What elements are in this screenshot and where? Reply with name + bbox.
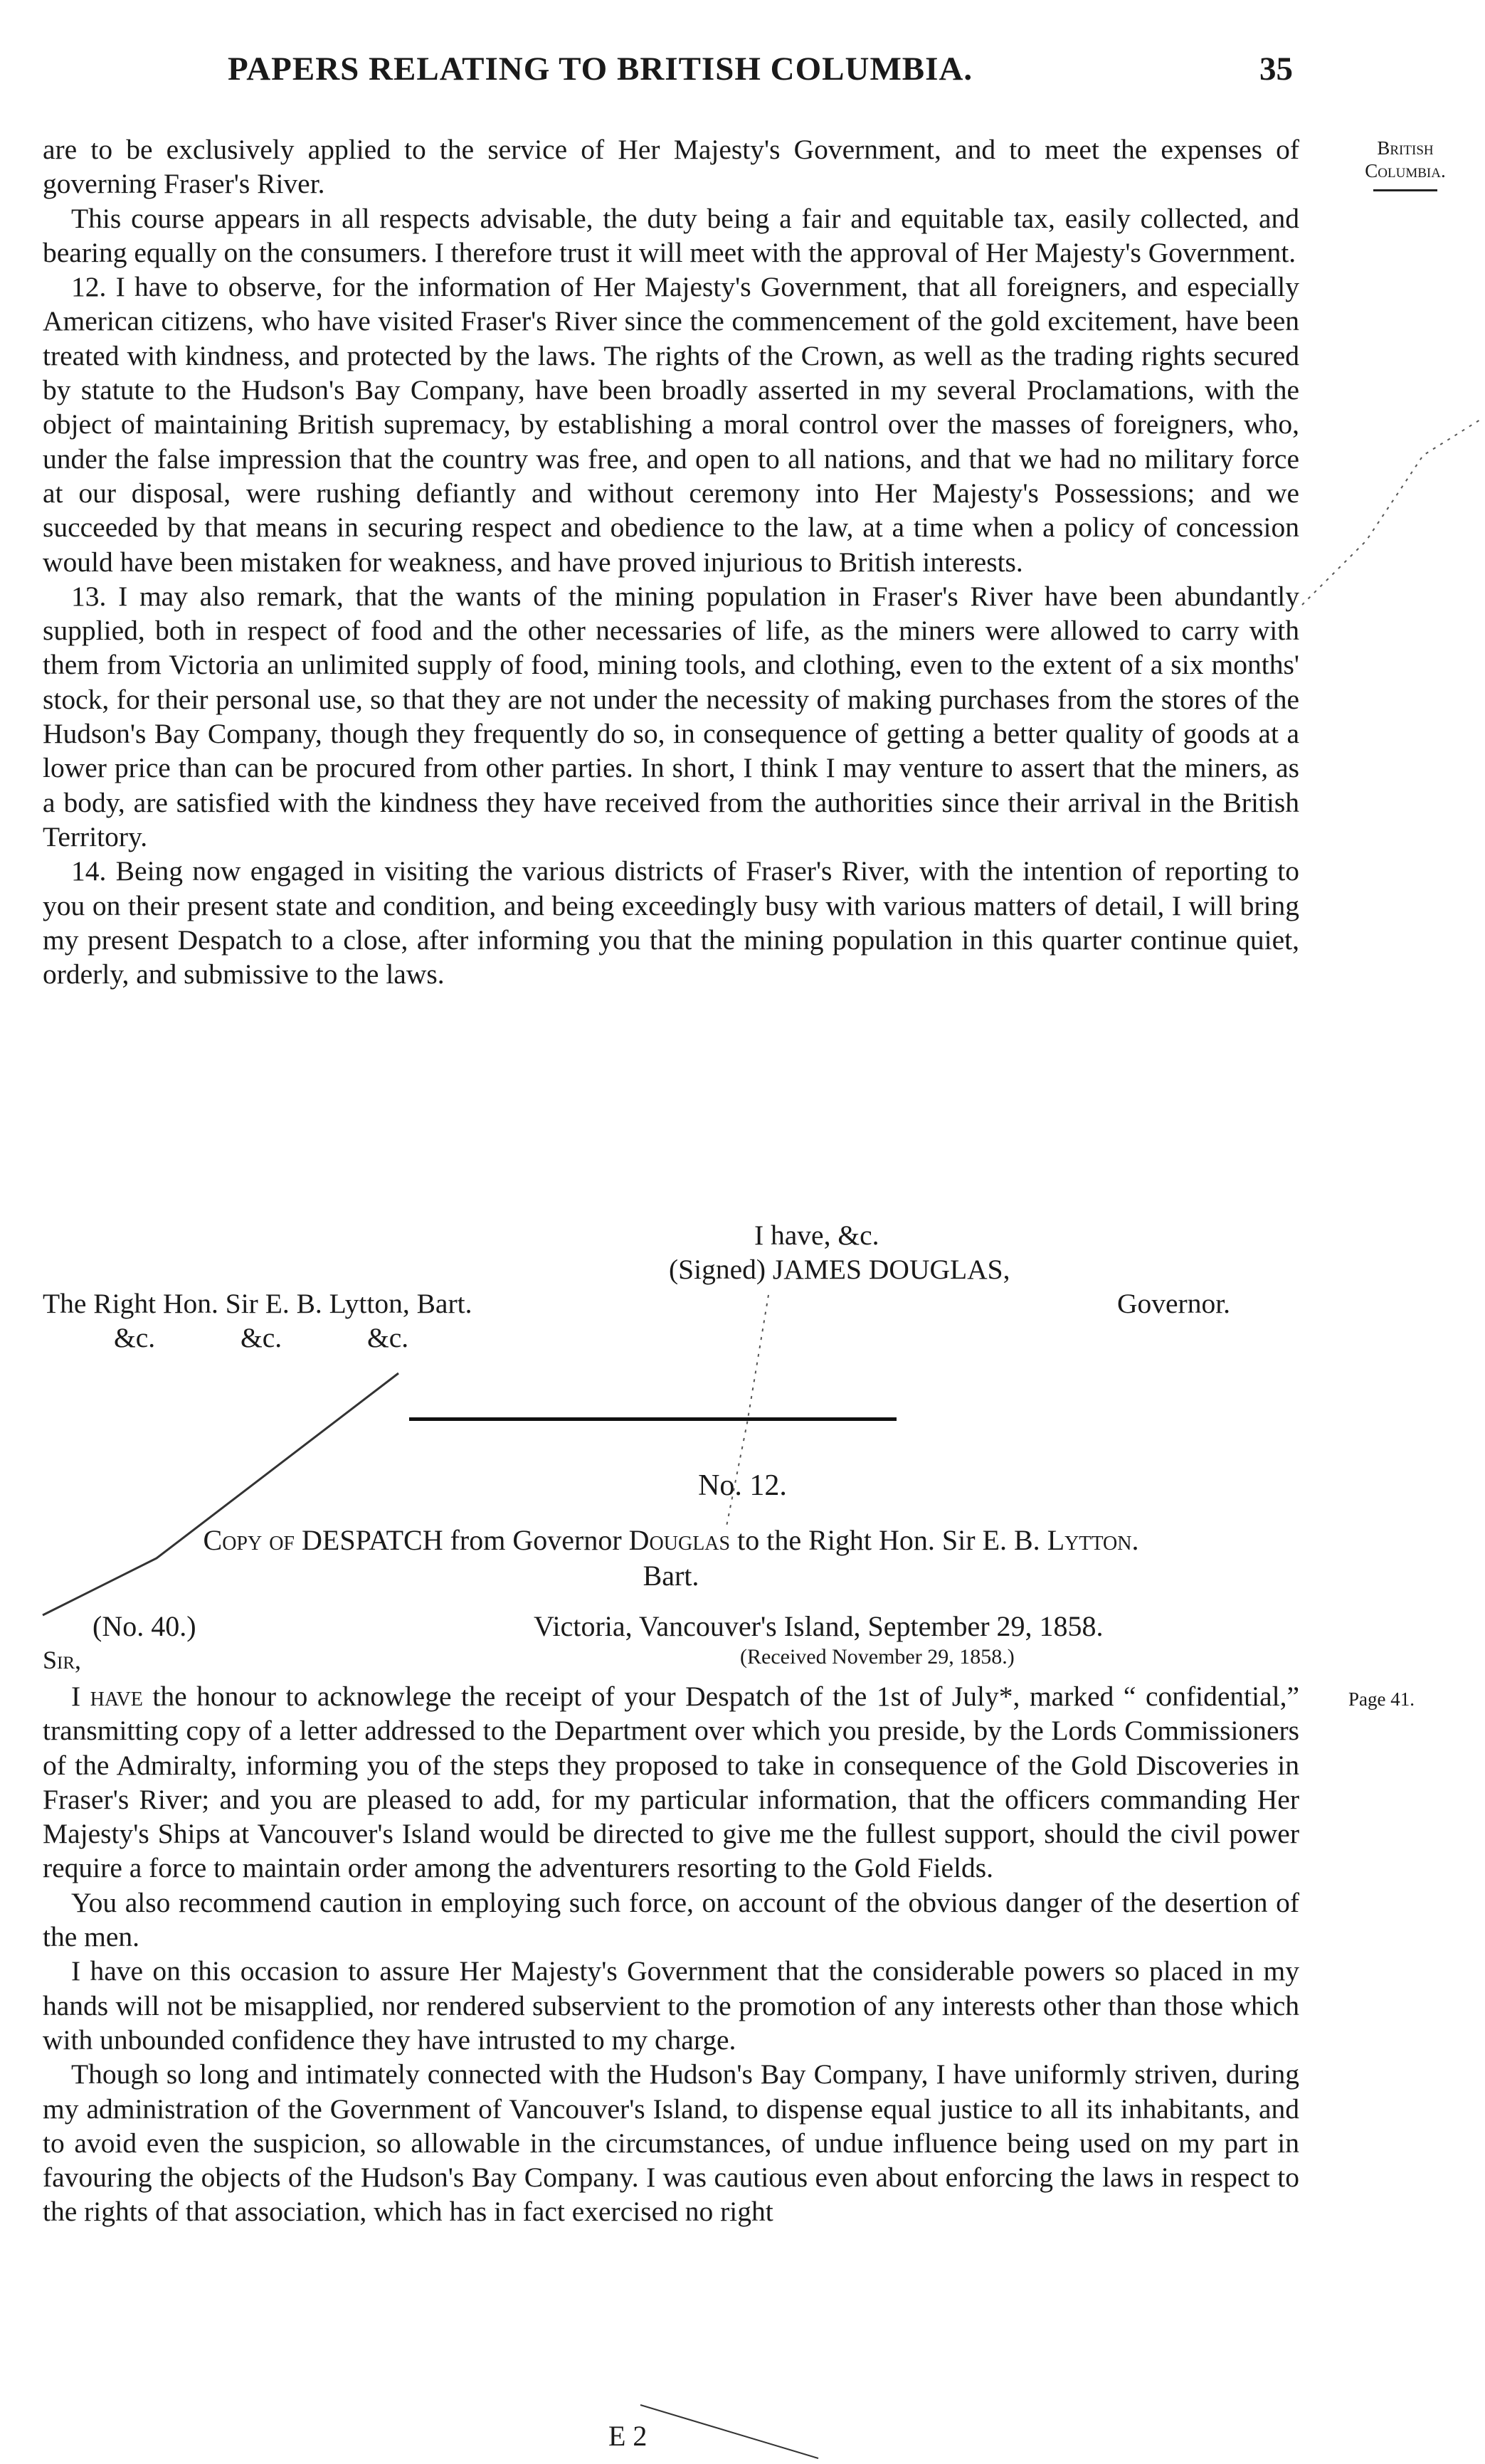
paragraph-12: 12. I have to observe, for the information of Her Majesty's Government, that all foreigners, and especially American citizens, who have visited Fraser's River since the commencement of the gold excitement, have been treated with kindness, and protected by the laws. The rights of the Crown, as well as the trading rights secured by statute to the Hudson's Bay Company, have been broadly asserted in my several Proclamations, with the object of maintaining British supremacy, by establishing a moral control over the masses of foreigners, who, under the false impression that the country was free, and open to all nations, and that we had no military force at our disposal, were rushing defiantly and without ceremony into Her Majesty's Possessions; and we succeeded by that means in securing respect and obedience to the law, at a time when a policy of concession would have been mistaken for weakness, and have proved injurious to British interests. — [43, 271, 1299, 578]
catchword: E 2 — [608, 2420, 648, 2452]
section-divider — [409, 1417, 897, 1421]
margin-note-rule — [1373, 189, 1437, 191]
despatch-number: No. 12. — [698, 1469, 787, 1502]
title-line2: Bart. — [643, 1560, 699, 1592]
title-prefix: Copy of — [203, 1524, 295, 1556]
title-name2: Lytton. — [1047, 1524, 1139, 1556]
signed-line: (Signed) JAMES DOUGLAS, — [669, 1254, 1010, 1285]
paragraph: This course appears in all respects advisable, the duty being a fair and equitable tax, easily collected, and bearing equally on the consumers. I therefore trust it will meet with the approval of Her Majesty's Government. — [43, 202, 1299, 268]
body-text-part1 — [43, 132, 1299, 991]
margin-note-page-ref: Page 41. — [1348, 1688, 1415, 1710]
body-text-part2 — [43, 1679, 1299, 2229]
despatch-title — [43, 1523, 1299, 1594]
paragraph — [43, 1679, 1299, 1886]
dateline: Victoria, Vancouver's Island, September 29, 1858. — [534, 1610, 1104, 1642]
paragraph-lead: I have — [71, 1681, 143, 1712]
received-date: (Received November 29, 1858.) — [740, 1645, 1015, 1669]
paragraph-13: 13. I may also remark, that the wants of the mining population in Fraser's River have been abundantly supplied, both in respect of food and the other necessaries of life, as the miners were allowed to carry with them from Victoria an unlimited supply of food, mining tools, and clothing, even to the extent of a six months' stock, for their personal use, so that they are not under the necessity of making purchases from the stores of the Hudson's Bay Company, though they frequently do so, in consequence of getting a better quality of goods at a lower price than can be procured from other parties. In short, I think I may venture to assert that the miners, as a body, are satisfied with the kindness they have received from the authorities since their arrival in the British Territory. — [43, 580, 1299, 852]
page-header — [0, 50, 1485, 107]
paragraph: are to be exclusively applied to the service of Her Majesty's Government, and to meet the expenses of governing Fraser's River. — [43, 134, 1299, 200]
paragraph-14: 14. Being now engaged in visiting the various districts of Fraser's River, with the intention of reporting to you on their present state and condition, and being exceedingly busy with various matters of detail, I will bring my present Despatch to a close, after informing you that the mining population in this quarter continue quiet, orderly, and submissive to the laws. — [43, 855, 1299, 990]
title-main: DESPATCH from Governor — [302, 1524, 622, 1556]
etc-line: &c. &c. &c. — [114, 1322, 409, 1353]
pen-stroke — [1302, 420, 1480, 605]
title-rest: to the Right Hon. Sir E. B. — [737, 1524, 1040, 1556]
pen-stroke — [640, 2405, 818, 2458]
paragraph: You also recommend caution in employing such force, on account of the obvious danger of the desertion of the men. — [43, 1886, 1299, 1953]
margin-note-line: British — [1377, 137, 1434, 159]
salutation: Sir, — [43, 1646, 82, 1674]
title-name: Douglas — [628, 1524, 731, 1556]
signatory-title: Governor. — [1117, 1288, 1231, 1319]
margin-note-british-columbia — [1338, 137, 1473, 191]
page-number: 35 — [1259, 51, 1293, 88]
paragraph: Though so long and intimately connected with the Hudson's Bay Company, I have uniformly striven, during my administration of the Government of Vancouver's Island, to dispense equal justice to all its inhabitants, and to avoid even the suspicion, so allowable in the circumstances, of undue influence being used on my part in favouring the objects of the Hudson's Bay Company. I was cautious even about enforcing the laws in respect to the rights of that association, which has in fact exercised no right — [43, 2058, 1299, 2228]
paragraph-text: the honour to acknowlege the receipt of your Despatch of the 1st of July*, marked “ confidential,” transmitting copy of a letter addressed to the Department over which you preside, by the Lords Commissioners of the Admiralty, informing you of the steps they proposed to take in consequence of the Gold Discoveries in Fraser's River; and you are pleased to add, for my particular information, that the officers commanding Her Majesty's Ships at Vancouver's Island would be directed to give me the fullest support, should the civil power require a force to maintain order among the adventurers resorting to the Gold Fields. — [43, 1681, 1299, 1884]
closing: I have, &c. — [754, 1220, 879, 1251]
despatch-ref: (No. 40.) — [93, 1610, 196, 1642]
running-title: PAPERS RELATING TO BRITISH COLUMBIA. — [228, 51, 973, 88]
addressee: The Right Hon. Sir E. B. Lytton, Bart. — [43, 1288, 472, 1319]
margin-note-line: Columbia. — [1365, 160, 1446, 181]
paragraph: I have on this occasion to assure Her Majesty's Government that the considerable powers so placed in my hands will not be misapplied, nor rendered subservient to the promotion of any interests other than those which with unbounded confidence they have intrusted to my charge. — [43, 1955, 1299, 2056]
